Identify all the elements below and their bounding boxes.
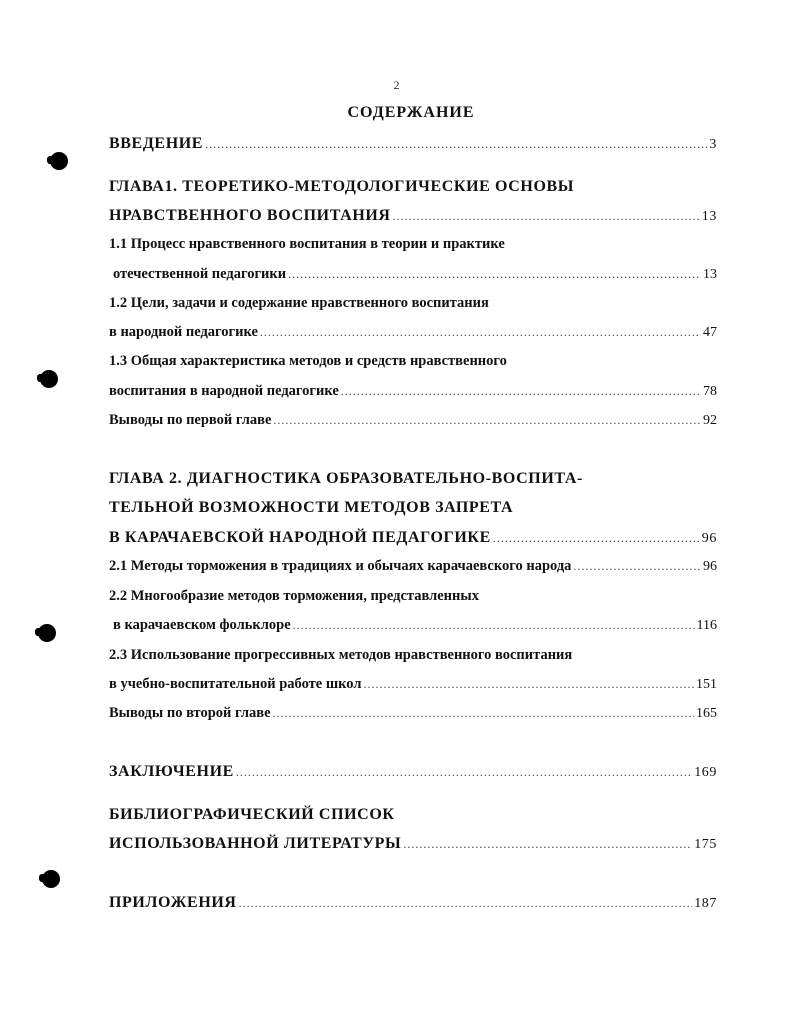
toc-entry-conclusions-2[interactable] bbox=[109, 705, 717, 727]
leader-dots bbox=[205, 137, 707, 152]
entry-title: ИСПОЛЬЗОВАННОЙ ЛИТЕРАТУРЫ bbox=[109, 835, 402, 852]
toc-entry-2-1[interactable] bbox=[109, 558, 717, 580]
leader-dots bbox=[288, 267, 701, 282]
entry-title: 2.1 Методы торможения в традициях и обычаях карачаевского народа bbox=[109, 558, 572, 574]
toc-entry-intro[interactable] bbox=[109, 135, 717, 157]
entry-title: БИБЛИОГРАФИЧЕСКИЙ СПИСОК bbox=[109, 806, 395, 823]
toc-title: СОДЕРЖАНИЕ bbox=[347, 104, 475, 121]
entry-title: ТЕЛЬНОЙ ВОЗМОЖНОСТИ МЕТОДОВ ЗАПРЕТА bbox=[109, 499, 514, 516]
leader-dots bbox=[293, 618, 695, 633]
entry-title: в учебно-воспитательной работе школ bbox=[109, 676, 362, 692]
entry-page: 92 bbox=[703, 413, 717, 428]
toc-entry-1-2[interactable] bbox=[109, 295, 717, 317]
toc-entry-bibliography-cont[interactable] bbox=[109, 835, 717, 857]
entry-page: 78 bbox=[703, 384, 717, 399]
entry-page: 116 bbox=[696, 618, 717, 633]
toc-entry-2-2-cont[interactable] bbox=[109, 617, 717, 639]
toc-entry-appendix[interactable] bbox=[109, 894, 717, 916]
entry-title: ЗАКЛЮЧЕНИЕ bbox=[109, 763, 234, 780]
entry-title: в карачаевском фольклоре bbox=[113, 617, 291, 633]
toc-entry-1-1[interactable] bbox=[109, 236, 717, 258]
entry-title: В КАРАЧАЕВСКОЙ НАРОДНОЙ ПЕДАГОГИКЕ bbox=[109, 529, 491, 546]
entry-title: отечественной педагогики bbox=[113, 266, 287, 282]
entry-title: Выводы по второй главе bbox=[109, 705, 271, 721]
entry-title: ПРИЛОЖЕНИЯ bbox=[109, 894, 237, 911]
entry-title: 1.3 Общая характеристика методов и средств нравственного bbox=[109, 353, 507, 369]
entry-title: 2.2 Многообразие методов торможения, представленных bbox=[109, 588, 479, 604]
entry-title: воспитания в народной педагогике bbox=[109, 383, 339, 399]
toc-entry-conclusion[interactable] bbox=[109, 763, 717, 785]
toc-entry-conclusions-1[interactable] bbox=[109, 412, 717, 434]
entry-page: 47 bbox=[703, 325, 717, 340]
toc-entry-2-3[interactable] bbox=[109, 647, 717, 669]
punch-hole-mark bbox=[42, 870, 60, 888]
leader-dots bbox=[239, 896, 693, 911]
toc-entry-2-3-cont[interactable] bbox=[109, 676, 717, 698]
toc-entry-bibliography[interactable] bbox=[109, 806, 717, 828]
leader-dots bbox=[403, 837, 692, 852]
entry-title: Выводы по первой главе bbox=[109, 412, 272, 428]
entry-title: ГЛАВА 2. ДИАГНОСТИКА ОБРАЗОВАТЕЛЬНО-ВОСПИТА- bbox=[109, 470, 583, 487]
leader-dots bbox=[363, 677, 694, 692]
entry-title: в народной педагогике bbox=[109, 324, 258, 340]
entry-page: 13 bbox=[703, 267, 717, 282]
leader-dots bbox=[273, 706, 694, 721]
leader-dots bbox=[393, 209, 700, 224]
entry-page: 151 bbox=[696, 677, 717, 692]
toc-entry-2-2[interactable] bbox=[109, 588, 717, 610]
toc-entry-1-3-cont[interactable] bbox=[109, 383, 717, 405]
toc-entry-chapter1-cont[interactable] bbox=[109, 207, 717, 229]
entry-title: 1.1 Процесс нравственного воспитания в теории и практике bbox=[109, 236, 505, 252]
entry-page: 96 bbox=[701, 531, 717, 546]
toc-entry-chapter2[interactable] bbox=[109, 470, 717, 492]
toc-entry-chapter2-cont[interactable] bbox=[109, 499, 717, 521]
entry-page: 96 bbox=[703, 559, 717, 574]
punch-hole-mark bbox=[38, 624, 56, 642]
entry-title: 1.2 Цели, задачи и содержание нравственного воспитания bbox=[109, 295, 489, 311]
entry-page: 3 bbox=[709, 137, 717, 152]
entry-title: 2.3 Использование прогрессивных методов нравственного воспитания bbox=[109, 647, 573, 663]
entry-title: ВВЕДЕНИЕ bbox=[109, 135, 204, 152]
entry-page: 165 bbox=[696, 706, 717, 721]
page-number: 2 bbox=[393, 78, 400, 92]
leader-dots bbox=[236, 765, 692, 780]
leader-dots bbox=[573, 559, 701, 574]
leader-dots bbox=[260, 325, 701, 340]
leader-dots bbox=[341, 384, 701, 399]
punch-hole-mark bbox=[50, 152, 68, 170]
punch-hole-mark bbox=[40, 370, 58, 388]
toc-entry-chapter1[interactable] bbox=[109, 178, 717, 200]
toc-entry-1-1-cont[interactable] bbox=[109, 266, 717, 288]
toc-entry-1-3[interactable] bbox=[109, 353, 717, 375]
leader-dots bbox=[493, 531, 700, 546]
toc-entry-1-2-cont[interactable] bbox=[109, 324, 717, 346]
entry-page: 169 bbox=[694, 765, 717, 780]
entry-title: НРАВСТВЕННОГО ВОСПИТАНИЯ bbox=[109, 207, 391, 224]
leader-dots bbox=[273, 413, 701, 428]
entry-page: 175 bbox=[694, 837, 717, 852]
toc-entry-chapter2-cont2[interactable] bbox=[109, 529, 717, 551]
entry-page: 187 bbox=[694, 896, 717, 911]
entry-page: 13 bbox=[701, 209, 717, 224]
entry-title: ГЛАВА1. ТЕОРЕТИКО-МЕТОДОЛОГИЧЕСКИЕ ОСНОВЫ bbox=[109, 178, 575, 195]
